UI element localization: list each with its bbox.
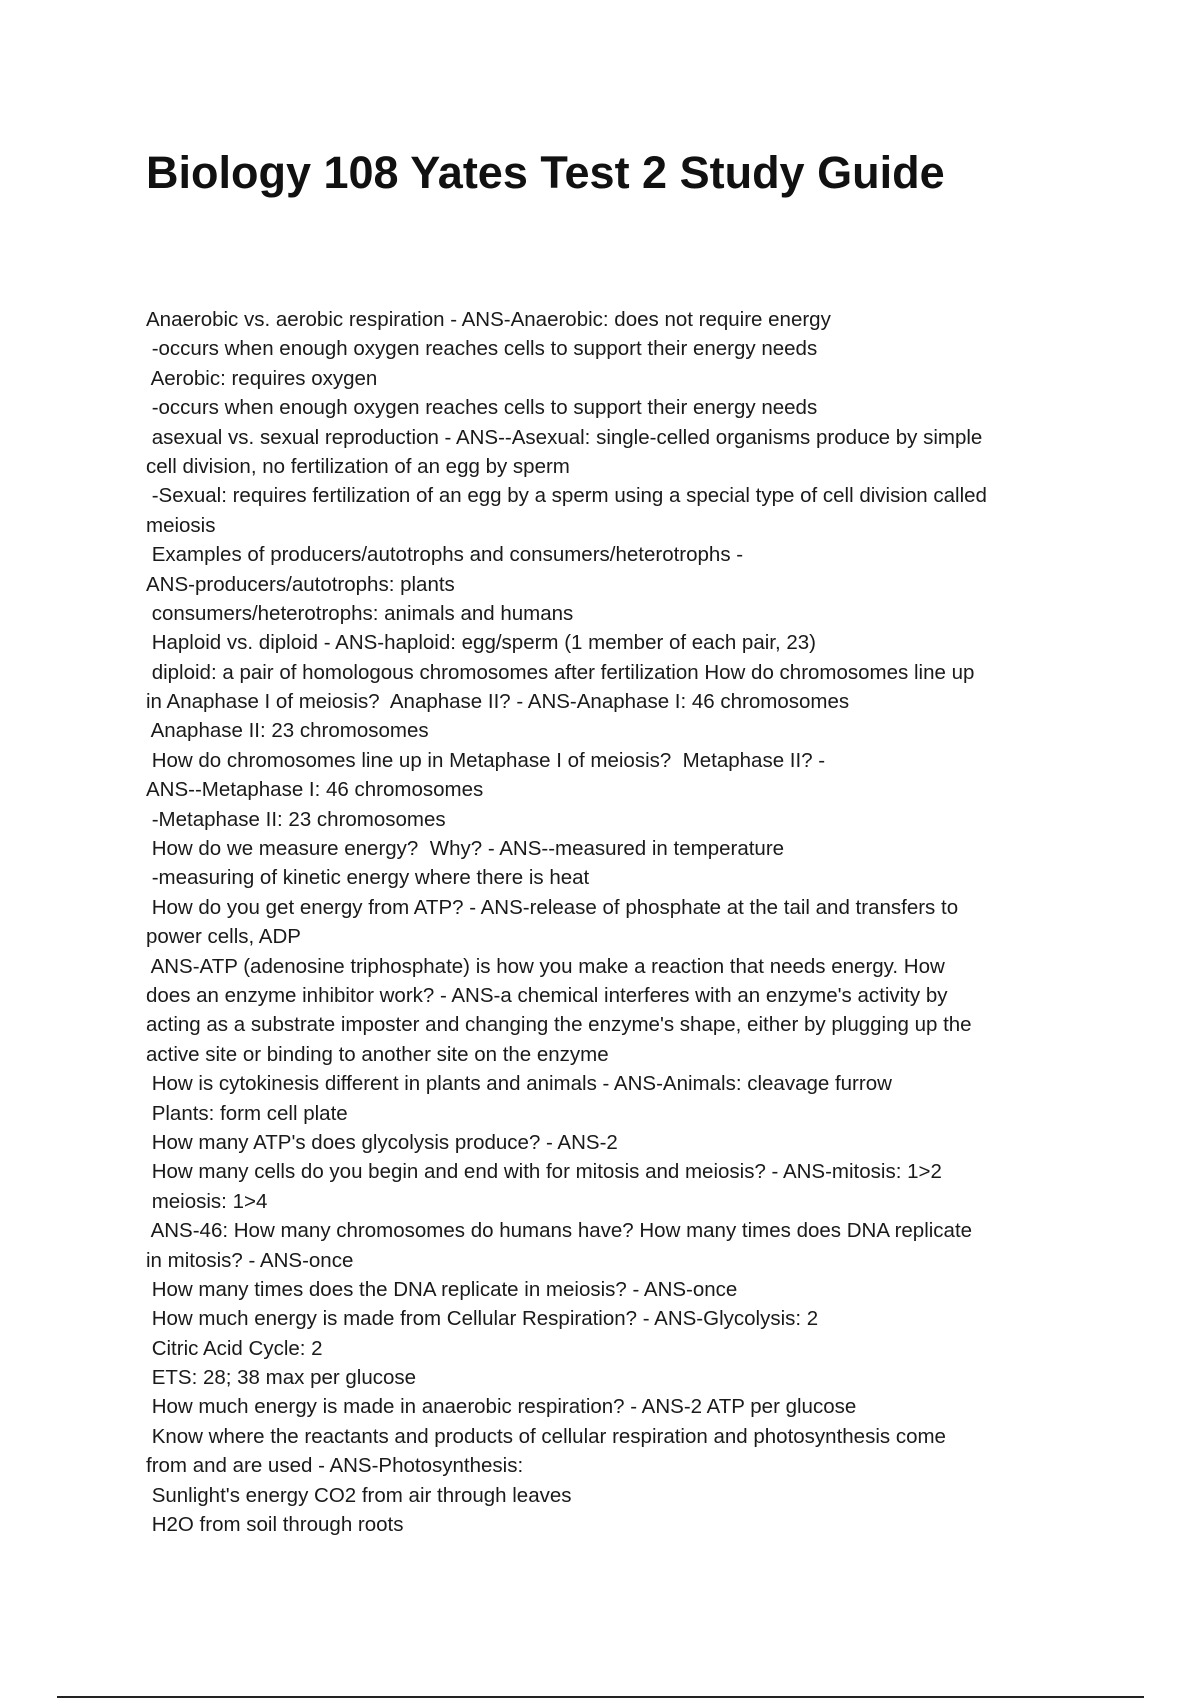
text-line: active site or binding to another site on the enzyme <box>146 1042 609 1066</box>
text-line: cell division, no fertilization of an egg by sperm <box>146 454 570 478</box>
text-line: How is cytokinesis different in plants and animals - ANS-Animals: cleavage furrow <box>146 1072 892 1096</box>
text-line: Plants: form cell plate <box>146 1101 348 1125</box>
text-line: in mitosis? - ANS-once <box>146 1248 354 1272</box>
text-line: meiosis <box>146 513 216 537</box>
text-line: diploid: a pair of homologous chromosomes after fertilization How do chromosomes line up <box>146 660 975 684</box>
text-line: consumers/heterotrophs: animals and humans <box>146 601 574 625</box>
text-line: ANS-producers/autotrophs: plants <box>146 572 455 596</box>
text-line: How many times does the DNA replicate in meiosis? - ANS-once <box>146 1277 738 1301</box>
text-line: power cells, ADP <box>146 925 301 949</box>
text-line: Know where the reactants and products of cellular respiration and photosynthesis come <box>146 1424 946 1448</box>
text-line: How much energy is made in anaerobic respiration? - ANS-2 ATP per glucose <box>146 1395 857 1419</box>
text-line: Anaphase II: 23 chromosomes <box>146 719 429 743</box>
document-title: Biology 108 Yates Test 2 Study Guide <box>146 147 945 198</box>
text-line: ANS-46: How many chromosomes do humans have? How many times does DNA replicate <box>146 1219 973 1243</box>
study-guide-body <box>146 305 1076 1539</box>
text-line: meiosis: 1>4 <box>146 1189 268 1213</box>
text-line: How do chromosomes line up in Metaphase I of meiosis? Metaphase II? - <box>146 748 826 772</box>
text-line: How much energy is made from Cellular Respiration? - ANS-Glycolysis: 2 <box>146 1307 819 1331</box>
text-line: does an enzyme inhibitor work? - ANS-a chemical interferes with an enzyme's activity by <box>146 983 948 1007</box>
text-line: in Anaphase I of meiosis? Anaphase II? - ANS-Anaphase I: 46 chromosomes <box>146 690 850 714</box>
text-line: How do we measure energy? Why? - ANS--measured in temperature <box>146 837 785 861</box>
text-line: -Sexual: requires fertilization of an egg by a sperm using a special type of cell division called <box>146 484 987 508</box>
text-line: from and are used - ANS-Photosynthesis: <box>146 1454 524 1478</box>
text-line: ANS--Metaphase I: 46 chromosomes <box>146 778 484 802</box>
text-line: Anaerobic vs. aerobic respiration - ANS-Anaerobic: does not require energy <box>146 308 831 331</box>
text-line: Aerobic: requires oxygen <box>146 366 378 390</box>
text-line: Examples of producers/autotrophs and consumers/heterotrophs - <box>146 543 744 567</box>
text-line: -occurs when enough oxygen reaches cells to support their energy needs <box>146 396 818 420</box>
text-line: How many cells do you begin and end with for mitosis and meiosis? - ANS-mitosis: 1>2 <box>146 1160 942 1184</box>
text-line: -occurs when enough oxygen reaches cells to support their energy needs <box>146 337 818 361</box>
text-line: How many ATP's does glycolysis produce? - ANS-2 <box>146 1130 618 1154</box>
text-line: Haploid vs. diploid - ANS-haploid: egg/sperm (1 member of each pair, 23) <box>146 631 817 655</box>
text-line: H2O from soil through roots <box>146 1513 404 1537</box>
text-line: Citric Acid Cycle: 2 <box>146 1336 323 1360</box>
text-line: acting as a substrate imposter and changing the enzyme's shape, either by plugging up the <box>146 1013 972 1037</box>
text-line: ETS: 28; 38 max per glucose <box>146 1366 417 1390</box>
text-line: Sunlight's energy CO2 from air through leaves <box>146 1483 572 1507</box>
text-line: -measuring of kinetic energy where there is heat <box>146 866 590 890</box>
text-line: ANS-ATP (adenosine triphosphate) is how you make a reaction that needs energy. How <box>146 954 945 978</box>
page-bottom-rule <box>57 1696 1144 1698</box>
text-line: asexual vs. sexual reproduction - ANS--Asexual: single-celled organisms produce by simple <box>146 425 983 449</box>
text-line: How do you get energy from ATP? - ANS-release of phosphate at the tail and transfers to <box>146 895 959 919</box>
text-line: -Metaphase II: 23 chromosomes <box>146 807 446 831</box>
